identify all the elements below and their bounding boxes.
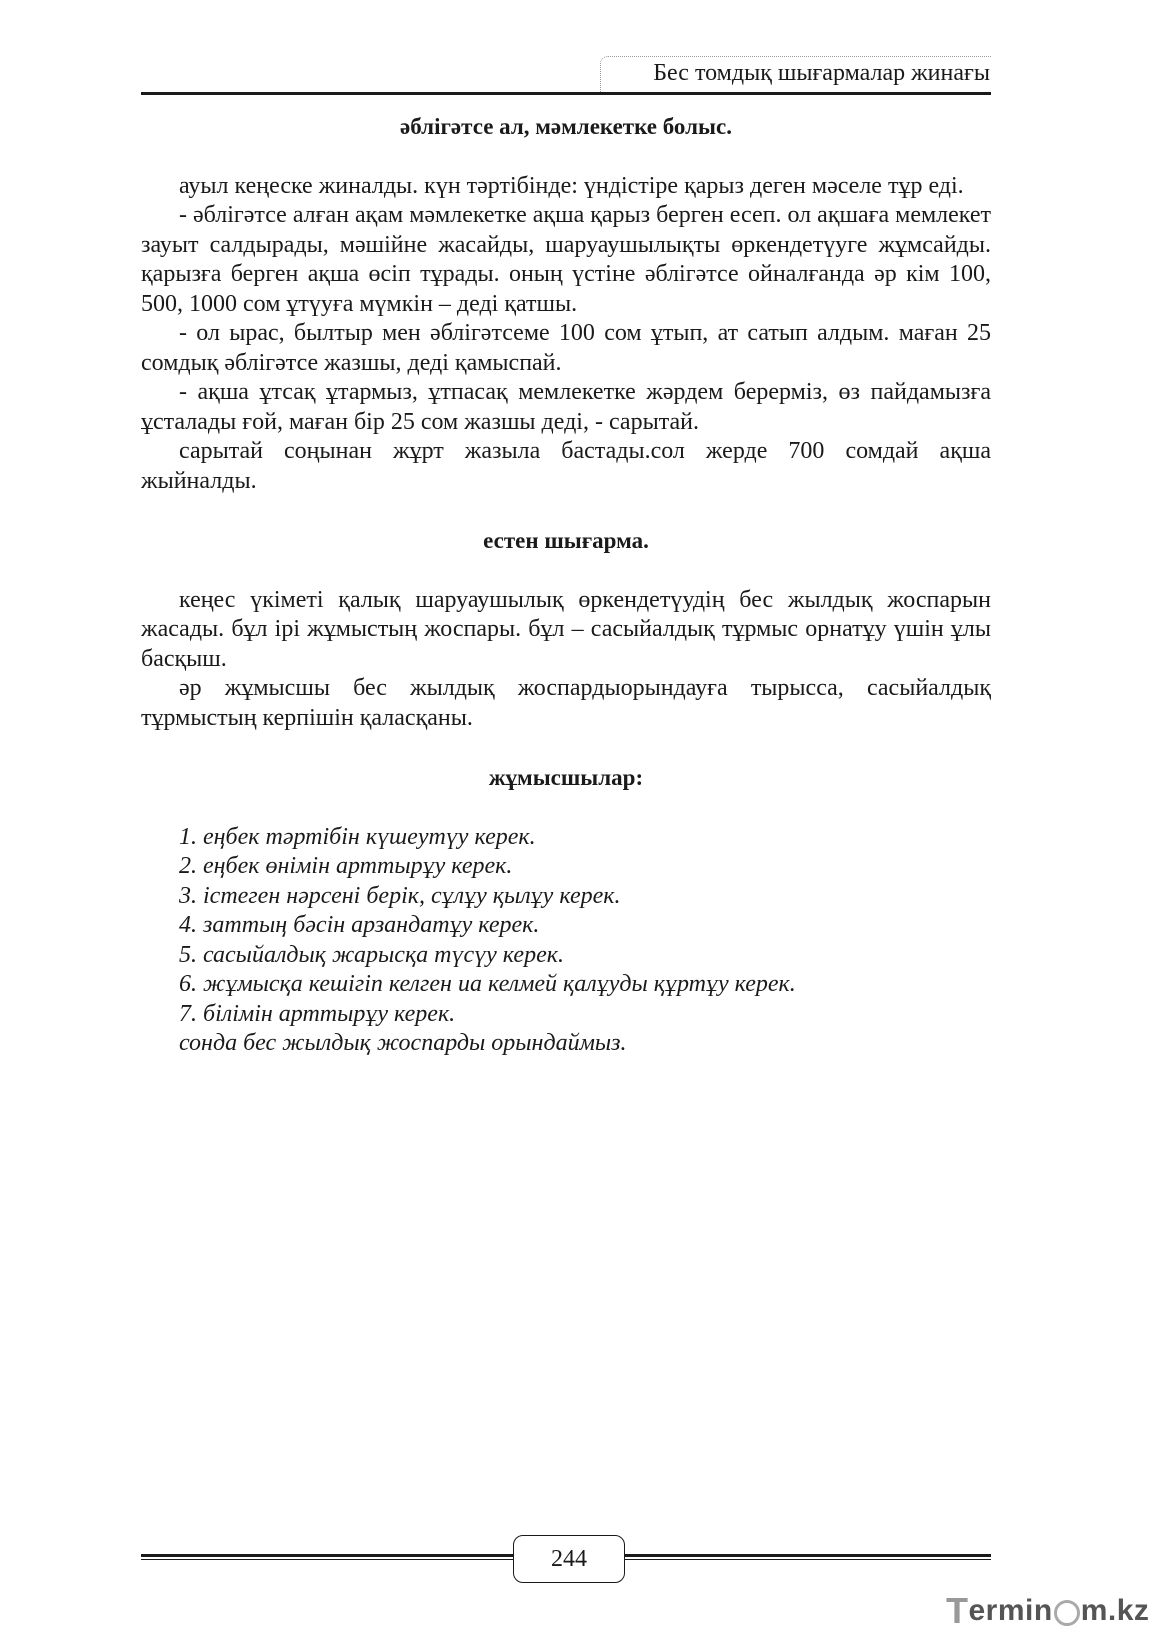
paragraph: - әблігәтсе алған ақам мәмлекетке ақша қарыз берген есеп. ол ақшаға мемлекет зауыт салдырады, мәшійне жасайды, шаруаушылықты өркендетүуге жұмсайды. қарызға берген ақша өсіп тұрады. оның үстіне әблігәтсе ойналғанда әр кім 100, 500, 1000 сом ұтүуға мүмкін – деді қатшы. (141, 202, 991, 317)
paragraph: кеңес үкіметі қалық шаруаушылық өркендетүудің бес жылдық жоспарын жасады. бұл ірі жұмыстың жоспары. бұл – сасыйалдық тұрмыс орнатұу үшін ұлы басқыш. (141, 586, 991, 672)
page-number-text: 244 (551, 1545, 587, 1572)
list-item: 2. еңбек өнімін арттырұу керек. (179, 853, 513, 879)
paragraph: сарытай соңынан жұрт жазыла бастады.сол жерде 700 сомдай ақша жыйналды. (141, 438, 991, 494)
watermark-text-1: ermin (968, 1594, 1053, 1627)
section-heading: әблігәтсе ал, мәмлекетке болыс. (400, 114, 732, 139)
page-number (513, 1535, 625, 1583)
magnifier-icon (1054, 1600, 1080, 1626)
paragraph: - ол ырас, былтыр мен әблігәтсеме 100 сом ұтып, ат сатып алдым. маған 25 сомдық әблігәтсе жазшы, деді қамыспай. (141, 320, 991, 376)
page-content (141, 106, 991, 1059)
header-rule (141, 92, 991, 95)
watermark-text-2: m.kz (1080, 1594, 1150, 1627)
list-item: сонда бес жылдық жоспарды орындаймыз. (179, 1030, 627, 1056)
watermark-t: T (946, 1590, 969, 1631)
watermark-logo (946, 1590, 1149, 1632)
section-heading: жұмысшылар: (488, 765, 644, 790)
list-item: 1. еңбек тәртібін күшеутүу керек. (179, 823, 536, 850)
list-item: 6. жұмысқа кешігіп келген иа келмей қалұуды құртұу керек. (179, 971, 796, 997)
section-heading: естен шығарма. (483, 528, 649, 553)
running-header: Бес томдық шығармалар жинағы (653, 60, 990, 86)
paragraph: әр жұмысшы бес жылдық жоспардыорындауға тырысса, сасыйалдық тұрмыстың керпішін қаласқаны. (141, 675, 991, 731)
list-item: 3. істеген нәрсені берік, сұлұу қылұу керек. (179, 882, 621, 909)
numbered-list (141, 823, 991, 1059)
paragraph: - ақша ұтсақ ұтармыз, ұтпасақ мемлекетке жәрдем берерміз, өз пайдамызға ұсталады ғой, маған бір 25 сом жазшы деді, - сарытай. (141, 379, 991, 435)
paragraph: ауыл кеңеске жиналды. күн тәртібінде: үндістіре қарыз деген мәселе тұр еді. (179, 172, 964, 199)
list-item: 7. білімін арттырұу керек. (179, 1000, 456, 1027)
list-item: 5. сасыйалдық жарысқа түсүу керек. (179, 941, 564, 968)
list-item: 4. заттың бәсін арзандатұу керек. (179, 912, 540, 938)
